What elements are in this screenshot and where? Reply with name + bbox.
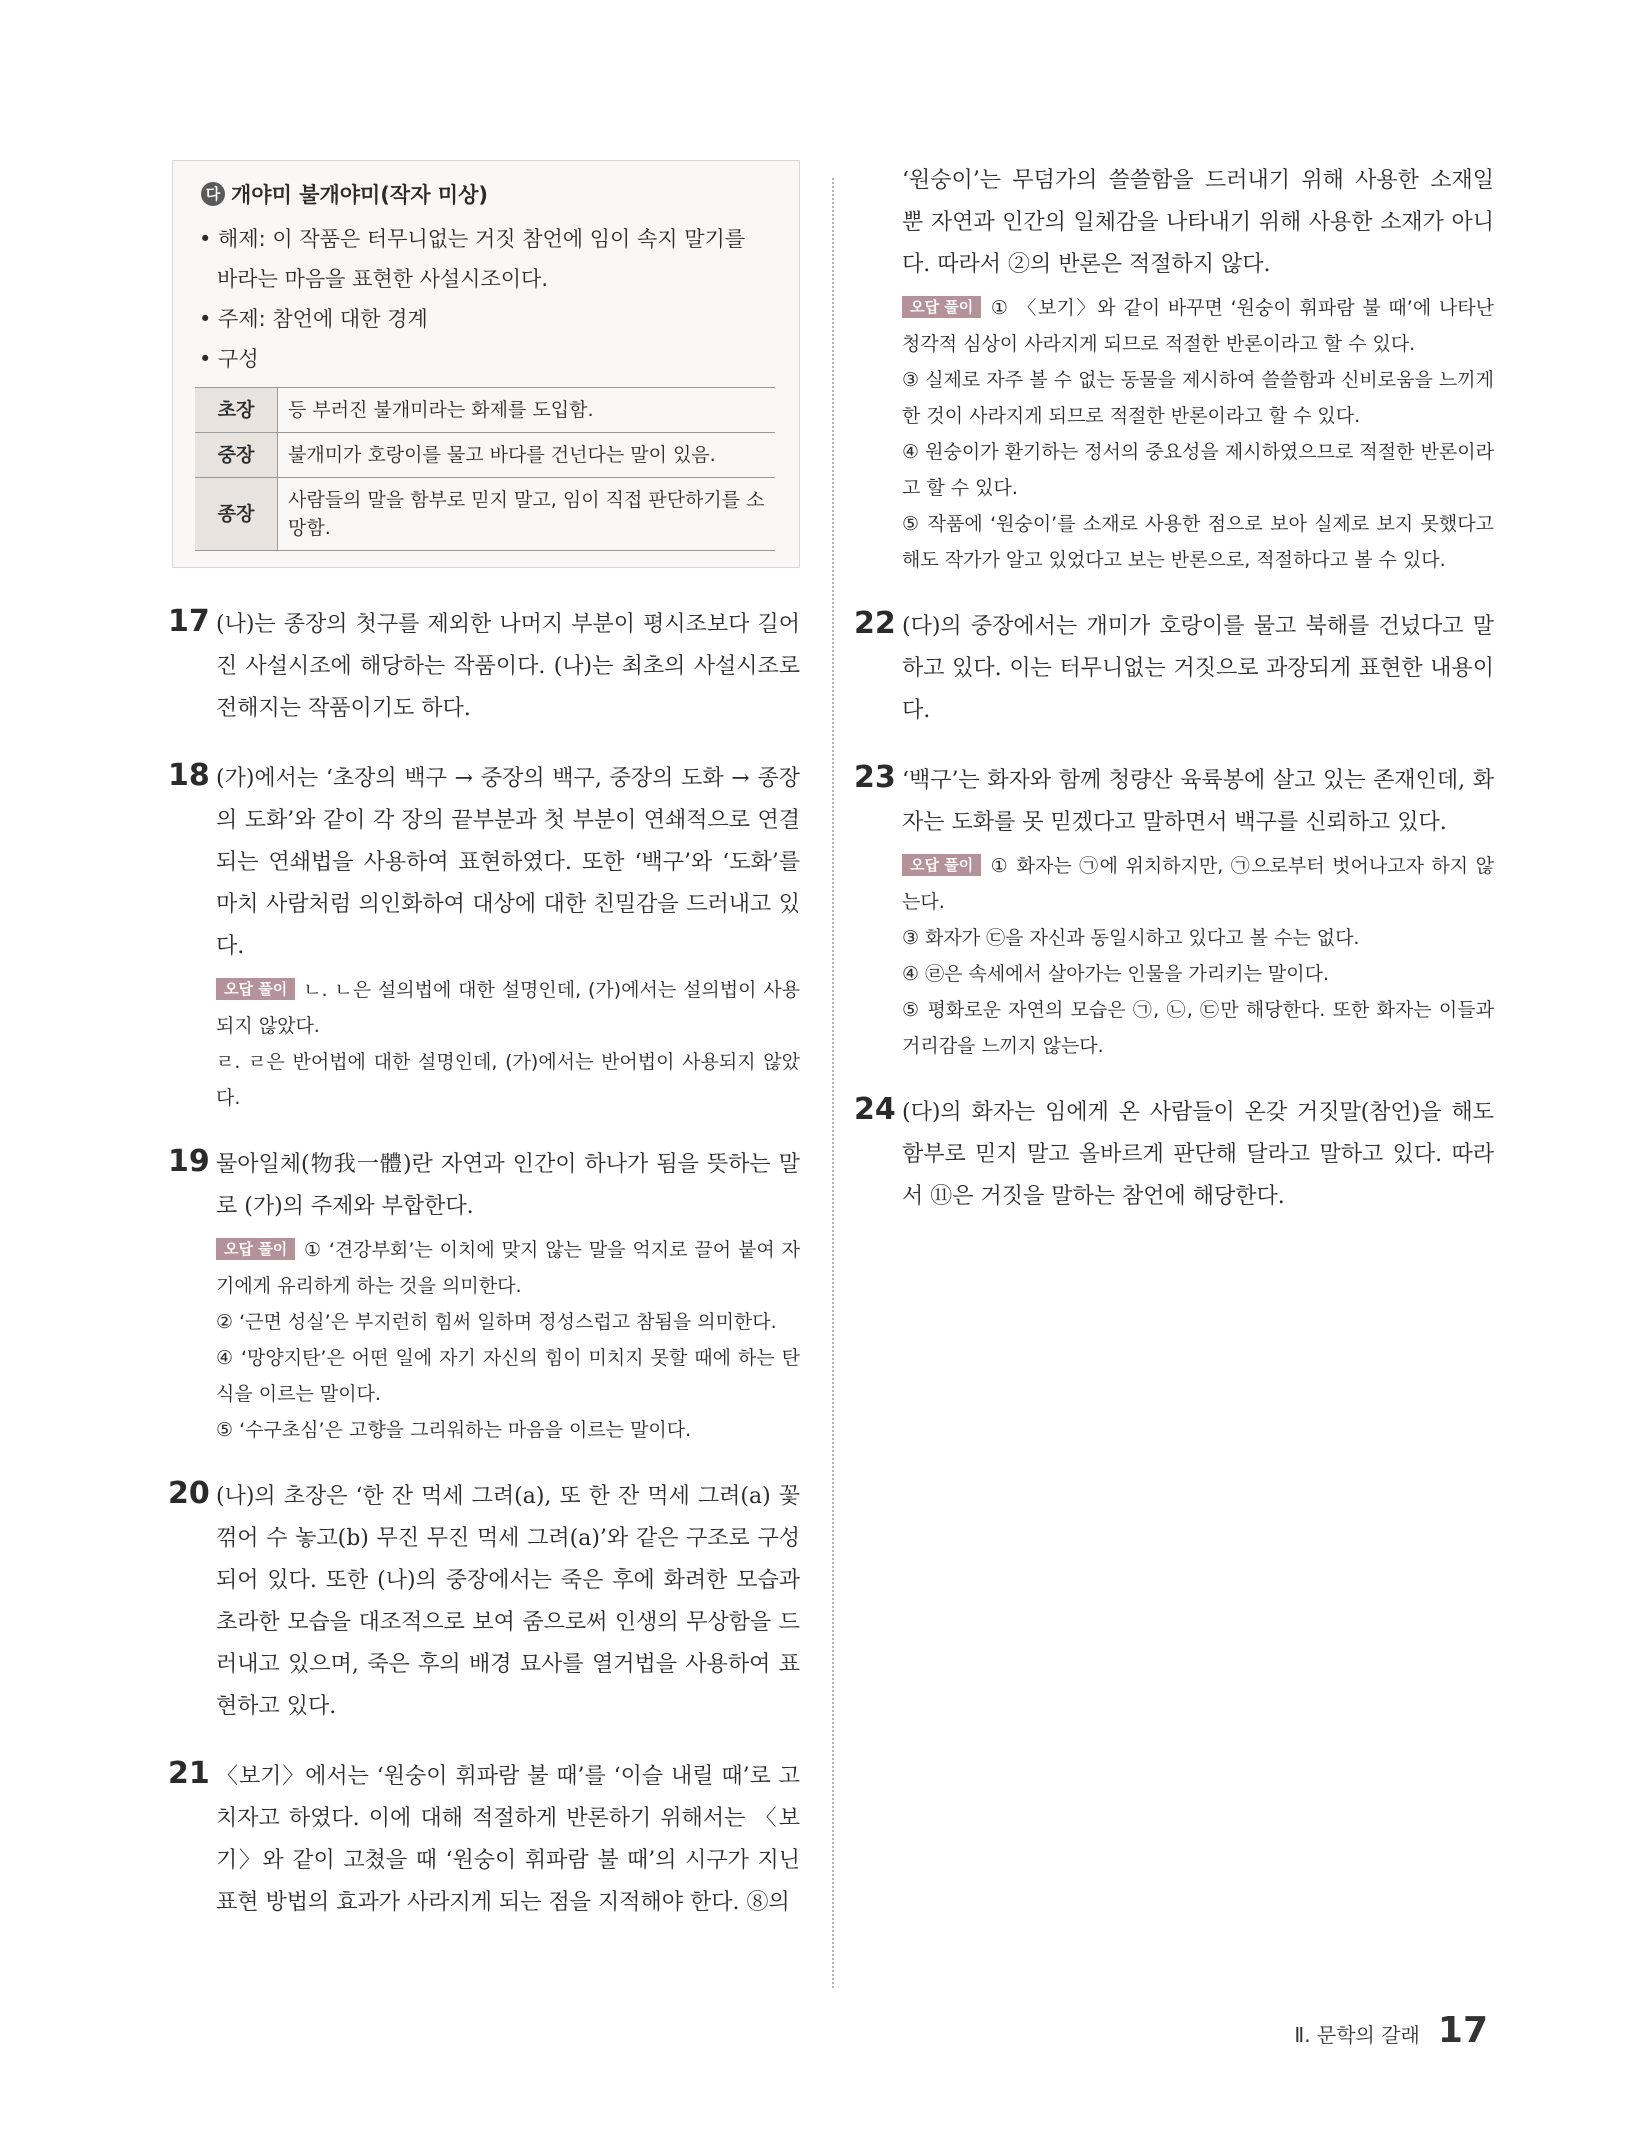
answer-number: 23	[854, 760, 896, 795]
note-line: ⑤ ‘수구초심’은 고향을 그리워하는 마음을 이르는 말이다.	[216, 1419, 692, 1441]
info-box-title	[201, 179, 777, 209]
answer-number: 24	[854, 1092, 896, 1127]
answer-21	[168, 1756, 800, 1924]
answer-text: (다)의 화자는 임에게 온 사람들이 온갖 거짓말(참언)을 해도 함부로 믿지 말고 올바르게 판단해 달라고 말하고 있다. 따라서 ⑪은 거짓을 말하는 참언에 해당한다.	[902, 1100, 1494, 1209]
info-bullet-cont: 바라는 마음을 표현한 사설시조이다.	[217, 267, 548, 291]
table-row	[195, 478, 775, 551]
answer-23	[854, 760, 1494, 1064]
answer-text: ‘백구’는 화자와 함께 청량산 육륙봉에 살고 있는 존재인데, 화자는 도화를 못 믿겠다고 말하면서 백구를 신뢰하고 있다.	[902, 768, 1494, 835]
structure-table	[195, 387, 775, 551]
answer-number: 20	[168, 1476, 210, 1511]
answer-text: ‘원숭이’는 무덤가의 쓸쓸함을 드러내기 위해 사용한 소재일 뿐 자연과 인간의 일체감을 나타내기 위해 사용한 소재가 아니다. 따라서 ②의 반론은 적절하지 않다.	[902, 168, 1494, 277]
answer-number: 19	[168, 1144, 210, 1179]
answer-number: 18	[168, 758, 210, 793]
answer-18	[168, 758, 800, 1116]
answer-20	[168, 1476, 800, 1728]
table-label: 초장	[195, 388, 278, 433]
right-column	[854, 160, 1494, 1246]
answer-text: (가)에서는 ‘초장의 백구 → 중장의 백구, 중장의 도화 → 종장의 도화’와 같이 각 장의 끝부분과 첫 부분이 연쇄적으로 연결되는 연쇄법을 사용하여 표현하였다. 또한 ‘백구’와 ‘도화’를 마치 사람처럼 의인화하여 대상에 대한 친밀감을 드러내고 있다.	[216, 766, 800, 959]
wrong-answer-note	[216, 1232, 800, 1448]
info-box-badge: 다	[201, 182, 225, 206]
note-line	[902, 290, 1494, 362]
table-cell: 사람들의 말을 함부로 믿지 말고, 임이 직접 판단하기를 소망함.	[278, 478, 776, 551]
note-line: ③ 화자가 ㉢을 자신과 동일시하고 있다고 볼 수는 없다.	[902, 927, 1360, 949]
note-text: ① 화자는 ㉠에 위치하지만, ㉠으로부터 벗어나고자 하지 않는다.	[902, 855, 1494, 913]
table-cell: 불개미가 호랑이를 물고 바다를 건넌다는 말이 있음.	[278, 433, 776, 478]
page-footer	[1294, 2010, 1488, 2051]
answer-number: 17	[168, 604, 210, 639]
left-column	[168, 160, 800, 1952]
answer-number: 21	[168, 1756, 210, 1791]
note-line: ㄹ. ㄹ은 반어법에 대한 설명인데, (가)에서는 반어법이 사용되지 않았다.	[216, 1051, 800, 1109]
info-bullet: • 주제: 참언에 대한 경계	[199, 307, 428, 331]
table-label: 중장	[195, 433, 278, 478]
note-line: ④ ㉣은 속세에서 살아가는 인물을 가리키는 말이다.	[902, 963, 1330, 985]
note-line	[216, 1232, 800, 1304]
table-cell: 등 부러진 불개미라는 화제를 도입함.	[278, 388, 776, 433]
wrong-answer-badge: 오답 풀이	[902, 296, 981, 318]
answer-text: (나)는 종장의 첫구를 제외한 나머지 부분이 평시조보다 길어진 사설시조에 해당하는 작품이다. (나)는 최초의 사설시조로 전해지는 작품이기도 하다.	[216, 612, 800, 721]
answer-text: (다)의 중장에서는 개미가 호랑이를 물고 북해를 건넜다고 말하고 있다. 이는 터무니없는 거짓으로 과장되게 표현한 내용이다.	[902, 614, 1494, 723]
column-divider	[832, 178, 834, 1988]
answer-19	[168, 1144, 800, 1448]
table-row	[195, 433, 775, 478]
answer-text: (나)의 초장은 ‘한 잔 먹세 그려(a), 또 한 잔 먹세 그려(a) 꽃 꺾어 수 놓고(b) 무진 무진 먹세 그려(a)’와 같은 구조로 구성되어 있다. 또한 (나)의 중장에서는 죽은 후에 화려한 모습과 초라한 모습을 대조적으로 보여 줌으로써 인생의 무상함을 드러내고 있으며, 죽은 후의 배경 묘사를 열거법을 사용하여 표현하고 있다.	[216, 1484, 800, 1719]
footer-section-title: Ⅱ. 문학의 갈래	[1294, 2023, 1420, 2047]
answer-22	[854, 606, 1494, 732]
answer-text: 〈보기〉에서는 ‘원숭이 휘파람 불 때’를 ‘이슬 내릴 때’로 고치자고 하였다. 이에 대해 적절하게 반론하기 위해서는 〈보기〉와 같이 고쳤을 때 ‘원숭이 휘파람 불 때’의 시구가 지닌 표현 방법의 효과가 사라지게 되는 점을 지적해야 한다. ⑧의	[216, 1764, 800, 1915]
note-line: ③ 실제로 자주 볼 수 없는 동물을 제시하여 쓸쓸함과 신비로움을 느끼게 한 것이 사라지게 되므로 적절한 반론이라고 할 수 있다.	[902, 369, 1494, 427]
info-bullet: • 해제: 이 작품은 터무니없는 거짓 참언에 임이 속지 말기를	[199, 227, 746, 251]
note-line: ⑤ 작품에 ‘원숭이’를 소재로 사용한 점으로 보아 실제로 보지 못했다고 해도 작가가 알고 있었다고 보는 반론으로, 적절하다고 볼 수 있다.	[902, 513, 1494, 571]
wrong-answer-badge: 오답 풀이	[216, 978, 295, 1000]
answer-number: 22	[854, 606, 896, 641]
page-number: 17	[1437, 2010, 1488, 2051]
note-text: ① ‘견강부회’는 이치에 맞지 않는 말을 억지로 끌어 붙여 자기에게 유리하게 하는 것을 의미한다.	[216, 1239, 800, 1297]
note-text: ㄴ. ㄴ은 설의법에 대한 설명인데, (가)에서는 설의법이 사용되지 않았다.	[216, 979, 800, 1037]
answer-24	[854, 1092, 1494, 1218]
wrong-answer-note	[902, 290, 1494, 578]
table-label: 종장	[195, 478, 278, 551]
answer-text: 물아일체(物我一體)란 자연과 인간이 하나가 됨을 뜻하는 말로 (가)의 주제와 부합한다.	[216, 1152, 800, 1219]
wrong-answer-badge: 오답 풀이	[902, 854, 981, 876]
note-line: ② ‘근면 성실’은 부지런히 힘써 일하며 정성스럽고 참됨을 의미한다.	[216, 1311, 777, 1333]
table-row	[195, 388, 775, 433]
note-line	[216, 972, 800, 1044]
note-line: ⑤ 평화로운 자연의 모습은 ㉠, ㉡, ㉢만 해당한다. 또한 화자는 이들과 거리감을 느끼지 않는다.	[902, 999, 1494, 1057]
answer-17	[168, 604, 800, 730]
wrong-answer-note	[216, 972, 800, 1116]
info-box-title-text: 개야미 불개야미(작자 미상)	[231, 183, 488, 207]
note-text: ① 〈보기〉와 같이 바꾸면 ‘원숭이 휘파람 불 때’에 나타난 청각적 심상이 사라지게 되므로 적절한 반론이라고 할 수 있다.	[902, 297, 1494, 355]
info-bullet: • 구성	[199, 347, 259, 371]
note-line: ④ ‘망양지탄’은 어떤 일에 자기 자신의 힘이 미치지 못할 때에 하는 탄식을 이르는 말이다.	[216, 1347, 800, 1405]
answer-21-continued	[858, 160, 1494, 578]
wrong-answer-note	[902, 848, 1494, 1064]
note-line: ④ 원숭이가 환기하는 정서의 중요성을 제시하였으므로 적절한 반론이라고 할 수 있다.	[902, 441, 1494, 499]
work-info-box	[172, 160, 800, 568]
wrong-answer-badge: 오답 풀이	[216, 1238, 295, 1260]
note-line	[902, 848, 1494, 920]
